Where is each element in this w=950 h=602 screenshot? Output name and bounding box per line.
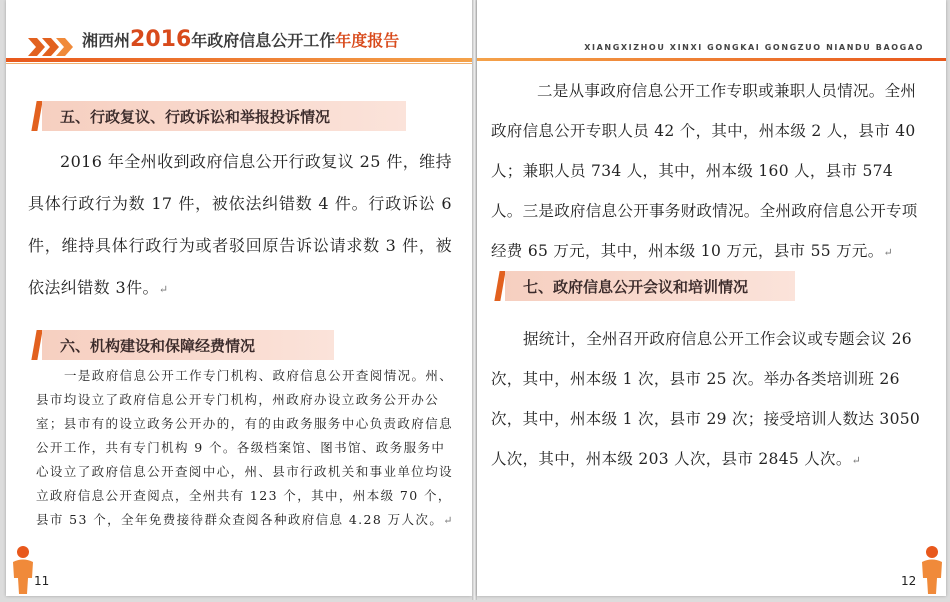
double-chevron-icon [28,38,76,56]
page-number-left: 11 [34,574,50,588]
section-7-text: 据统计，全州召开政府信息公开工作会议或专题会议 26 次，其中，州本级 1 次，县市 25 次。举办各类培训班 26 次，其中，州本级 1 次，县市 29 次；接受培训人数达 3050 人次，其中，州本级 203 人次，县市 2845 人次。↵ [491,330,921,468]
section-5-heading: 五、行政复议、行政诉讼和举报投诉情况 [34,101,406,131]
report-subtitle: XIANGXIZHOU XINXI GONGKAI GONGZUO NIANDU BAOGAO [584,43,924,52]
header-rule-thin [6,63,472,64]
section-6-heading: 六、机构建设和保障经费情况 [34,330,334,360]
person-figure-icon [917,544,947,594]
section-7-heading: 七、政府信息公开会议和培训情况 [497,271,795,301]
page-number-right: 12 [901,574,917,588]
header-rule [6,58,472,62]
section-5-text: 2016 年全州收到政府信息公开行政复议 25 件，维持具体行政行为数 17 件，被依法纠错数 4 件。行政诉讼 6 件，维持具体行政行为或者驳回原告诉讼请求数 3 件，被依法纠错数 3件。↵ [28,152,452,297]
header-rule [477,58,946,61]
section-6-continued-text: 二是从事政府信息公开工作专职或兼职人员情况。全州政府信息公开专职人员 42 个，其中，州本级 2 人，县市 40 人；兼职人员 734 人，其中，州本级 160 人，县市 574 人。三是政府信息公开事务财政情况。全州政府信息公开专项经费 65 万元，其中，州本级 10 万元，县市 55 万元。↵ [491,82,918,260]
right-page [477,0,946,596]
report-title: 湘西州2016年政府信息公开工作年度报告 [82,27,400,52]
section-6-text: 一是政府信息公开工作专门机构、政府信息公开查阅情况。州、县市均设立了政府信息公开专门机构，州政府办设立政务公开办公室；县市有的设立政务公开办的，有的由政务服务中心负责政府信息公开工作，共有专门机构 9 个。各级档案馆、图书馆、政务服务中心设立了政府信息公开查阅中心，州、县市行政机关和事业单位均设立政府信息公开查阅点，全州共有 123 个，其中，州本级 70 个，县市 53 个，全年免费接待群众查阅各种政府信息 4.28 万人次。↵ [36,368,454,527]
left-page [6,0,472,596]
